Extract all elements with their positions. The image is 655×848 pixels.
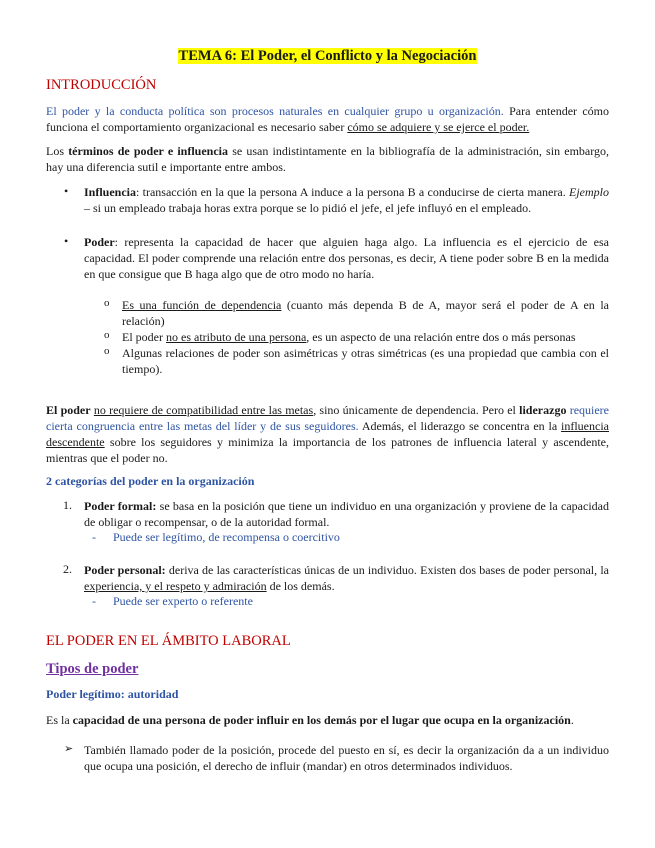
leadership-paragraph	[46, 402, 609, 466]
terms-pre: Los	[46, 144, 69, 158]
poder-text: : representa la capacidad de hacer que alguien haga algo. La influencia es el ejercicio de esa capacidad. El poder comprende una relación entre dos personas, es decir, A tiene poder sobre B en la medida en que consigue que B haga algo que de otro modo no haría.	[84, 235, 609, 281]
num-1: 1.	[63, 498, 72, 512]
intro-text: Para entender cómo funciona el comportamiento organizacional es necesario saber	[46, 104, 609, 134]
sub1-underlined: Es una función de dependencia	[122, 298, 282, 312]
personal-text-2: de los demás.	[266, 579, 335, 593]
p3-text-2: Además, el liderazgo se concentra en la	[358, 419, 562, 433]
circle-bullet-1: o	[104, 297, 110, 309]
intro-underlined: cómo se adquiere y se ejerce el poder.	[347, 120, 530, 134]
formal-text: se basa en la posición que tiene un individuo en una organización y proviene de la capacidad de obligar o recompensar, o de la autoridad formal.	[84, 499, 609, 529]
p3-text-1: , sino únicamente de dependencia. Pero el	[313, 403, 520, 417]
poder-term: Poder	[84, 235, 115, 249]
title-block	[0, 47, 655, 65]
intro-paragraph	[46, 103, 609, 135]
legitimo-heading: Poder legítimo: autoridad	[46, 687, 179, 701]
personal-sub: Puede ser experto o referente	[113, 594, 253, 608]
personal-underlined: experiencia, y el respeto y admiración	[84, 579, 267, 593]
p4-bold: capacidad de una persona de poder influir en los demás por el lugar que ocupa en la organización	[72, 713, 571, 727]
circle-bullet-3: o	[104, 345, 110, 357]
personal-item	[84, 562, 609, 594]
bullet-poder: •	[64, 234, 69, 248]
p3-underlined-1: no requiere de compatibilidad entre las metas	[93, 403, 314, 417]
arrow-bullet-icon: ➢	[64, 743, 74, 755]
formal-sub: Puede ser legítimo, de recompensa o coercitivo	[113, 530, 340, 544]
legitimo-paragraph	[46, 712, 609, 728]
influencia-text: : transacción en la que la persona A induce a la persona B a conducirse de cierta manera.	[136, 185, 569, 199]
sub-item-3: Algunas relaciones de poder son asimétricas y otras simétricas (es una propiedad que cambia con el tiempo).	[122, 346, 609, 376]
p3-blue: requiere cierta congruencia entre las metas del líder y de sus seguidores.	[46, 403, 609, 433]
laboral-heading: EL PODER EN EL ÁMBITO LABORAL	[46, 633, 291, 649]
p3-bold-liderazgo: liderazgo	[519, 403, 567, 417]
formal-item	[84, 498, 609, 530]
influencia-example: – si un empleado trabaja horas extra porque se lo pidió el jefe, el jefe influyó en el empleado.	[84, 201, 532, 215]
categorias-heading: 2 categorías del poder en la organización	[46, 474, 255, 488]
personal-text-1: deriva de las características únicas de un individuo. Existen dos bases de poder personal, la	[165, 563, 609, 577]
sub2-post: , es un aspecto de una relación entre dos o más personas	[306, 330, 576, 344]
sub-item-2	[122, 329, 609, 345]
p3-text-3: sobre los seguidores y minimiza la importancia de los patrones de influencia lateral y ascendente, mientras que el poder no.	[46, 435, 609, 465]
terms-bold: términos de poder e influencia	[68, 144, 229, 158]
personal-term: Poder personal:	[84, 563, 166, 577]
intro-heading: INTRODUCCIÓN	[46, 77, 157, 93]
influencia-example-label: Ejemplo	[569, 185, 609, 199]
posicion-item: También llamado poder de la posición, procede del puesto en sí, es decir la organización da a un individuo que ocupa una posición, el derecho de influir (mandar) en otros determinados individuos.	[84, 743, 609, 773]
document-title: TEMA 6: El Poder, el Conflicto y la Negociación	[178, 48, 477, 64]
formal-term: Poder formal:	[84, 499, 157, 513]
num-2: 2.	[63, 562, 72, 576]
poder-item	[84, 234, 609, 282]
influencia-term: Influencia	[84, 185, 137, 199]
p4-pre: Es la	[46, 713, 73, 727]
p3-bold-poder: El poder	[46, 403, 91, 417]
influencia-item	[84, 184, 609, 216]
sub1-text: (cuanto más dependa B de A, mayor será el poder de A en la relación)	[122, 298, 609, 328]
bullet-influencia: •	[64, 184, 69, 198]
terms-paragraph	[46, 143, 609, 175]
dash-1: -	[92, 530, 96, 544]
tipos-heading: Tipos de poder	[46, 661, 139, 677]
p4-post: .	[570, 713, 574, 727]
sub2-pre: El poder	[122, 330, 166, 344]
p3-underlined-2: influencia descendente	[46, 419, 609, 449]
sub-item-1	[122, 297, 609, 329]
sub2-underlined: no es atributo de una persona	[166, 330, 307, 344]
circle-bullet-2: o	[104, 329, 110, 341]
terms-post: se usan indistintamente en la bibliografía de la administración, sin embargo, hay una diferencia sutil e importante entre ambos.	[46, 144, 610, 174]
intro-blue-text: El poder y la conducta política son procesos naturales en cualquier grupo u organización.	[46, 104, 504, 118]
dash-2: -	[92, 594, 96, 608]
